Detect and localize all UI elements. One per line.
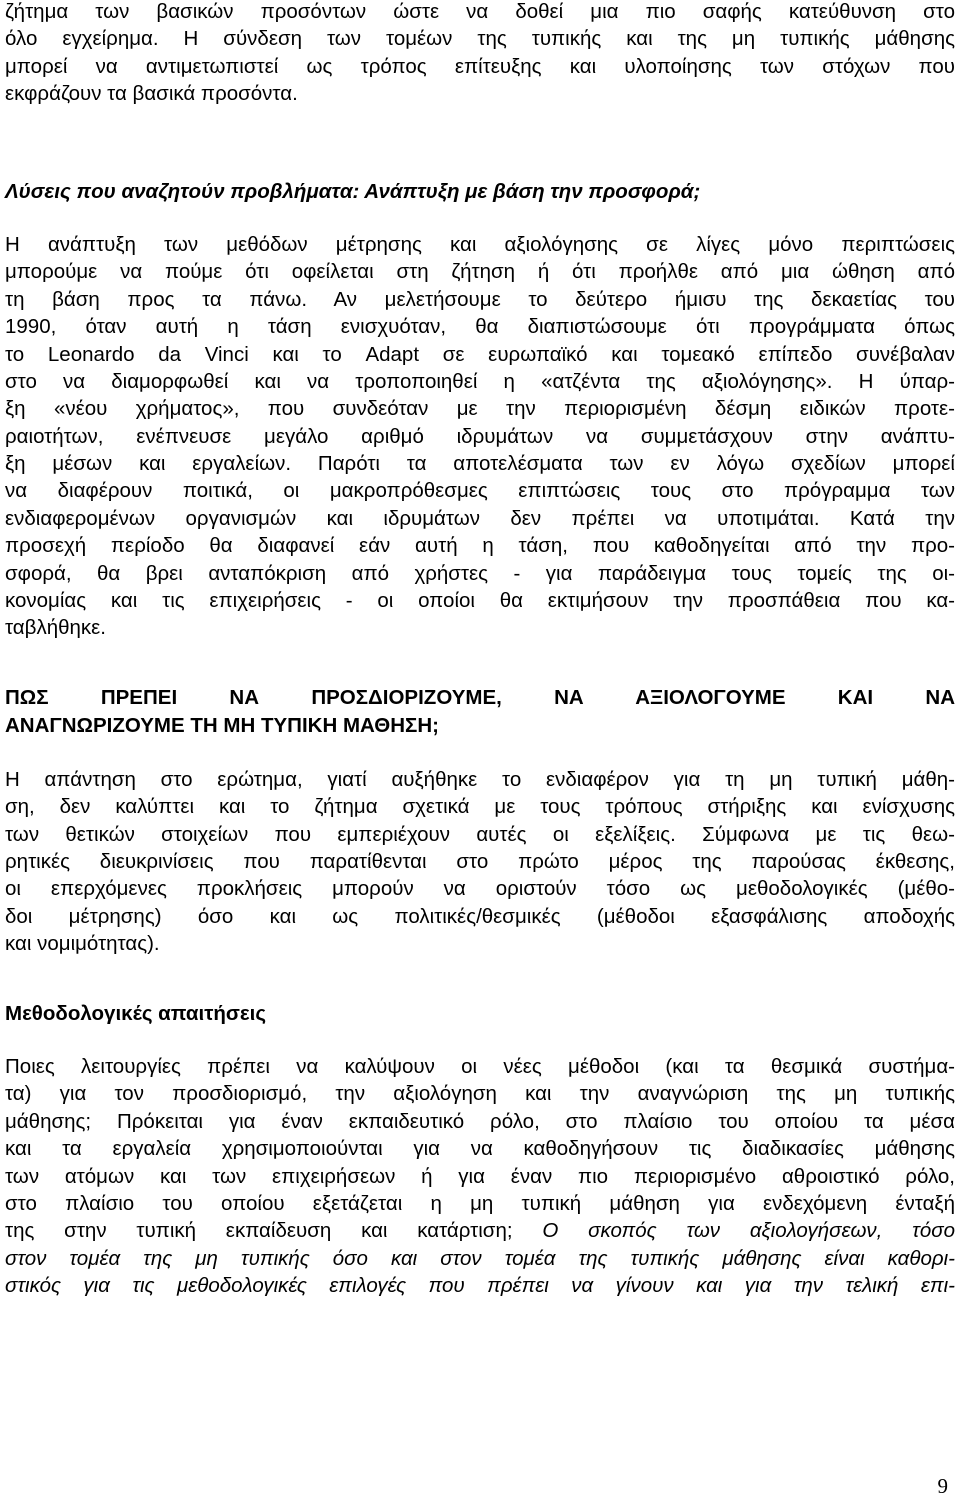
italic-text-run: Ο σκοπός των αξιολογήσεων, τόσο [542,1219,955,1243]
text-line: προσεχή περίοδο θα διαφανεί εάν αυτή η τάση, που καθοδηγείται από την προ- [5,534,955,558]
text-line: εκφράζουν τα βασικά προσόντα. [5,82,298,106]
section2-paragraph [5,766,955,958]
section3-paragraph [5,1053,955,1300]
text-line: ζήτημα των βασικών προσόντων ώστε να δοθεί μια πιο σαφής κατεύθυνση στο [5,0,955,23]
section1-paragraph [5,231,955,642]
text-line: Ποιες λειτουργίες πρέπει να καλύψουν οι νέες μέθοδοι (και τα θεσμικά συστήμα- [5,1054,955,1078]
section-heading-supply-driven: Λύσεις που αναζητούν προβλήματα: Ανάπτυξη με βάση την προσφορά; [5,179,701,203]
text-line [5,1217,955,1244]
text-line: ξη μέσων και εργαλείων. Παρότι τα αποτελέσματα των εν λόγω σχεδίων μπορεί [5,452,955,476]
text-line: όλο εγχείρημα. Η σύνδεση των τομέων της τυπικής και της μη τυπικής μάθησης [5,27,955,51]
text-line: τα) για τον προσδιορισμό, την αξιολόγηση και την αναγνώριση της μη τυπικής [5,1082,955,1106]
section-heading-methodological: Μεθοδολογικές απαιτήσεις [5,1001,266,1025]
text-line: τη βάση προς τα πάνω. Αν μελετήσουμε το δεύτερο ήμισυ της δεκαετίας του [5,287,955,311]
text-line: των θετικών στοιχείων που εμπεριέχουν αυτές οι εξελίξεις. Σύμφωνα με τις θεω- [5,822,955,846]
text-line: το Leonardo da Vinci και το Adapt σε ευρωπαϊκό και τομεακό επίπεδο συνέβαλαν [5,342,955,366]
text-line: μάθησης; Πρόκειται για έναν εκπαιδευτικό ρόλο, στο πλαίσιο του οποίου τα μέσα [5,1109,955,1133]
text-line: ση, δεν καλύπτει και το ζήτημα σχετικά με τους τρόπους στήριξης και ενίσχυσης [5,795,955,819]
text-line: κονομίας και τις επιχειρήσεις - οι οποίοι θα εκτιμήσουν την προσπάθεια που κα- [5,589,955,613]
text-line: και τα εργαλεία χρησιμοποιούνται για να καθοδηγήσουν τις διαδικασίες μάθησης [5,1137,955,1161]
text-run: της στην τυπική εκπαίδευση και κατάρτιση; [5,1219,543,1243]
text-line: Η απάντηση στο ερώτημα, γιατί αυξήθηκε το ενδιαφέρον για τη μη τυπική μάθη- [5,767,955,791]
text-line: οι επερχόμενες προκλήσεις μπορούν να οριστούν τόσο ως μεθοδολογικές (μέθο- [5,877,955,901]
page-number: 9 [937,1474,948,1498]
intro-paragraph [5,0,955,108]
text-line: των ατόμων και των επιχειρήσεων ή για έναν πιο περιορισμένο αθροιστικό ρόλο, [5,1164,955,1188]
text-line: να διαφέρουν ποιτικά, οι μακροπρόθεσμες επιπτώσεις τους στο πρόγραμμα των [5,479,955,503]
text-line: μπορούμε να πούμε ότι οφείλεται στη ζήτηση ή ότι προήλθε από μια ώθηση από [5,260,955,284]
text-line: ραιοτήτων, ενέπνευσε μεγάλο αριθμό ιδρυμάτων να συμμετάσχουν στην ανάπτυ- [5,424,955,448]
section-heading-caps-line2: ΑΝΑΓΝΩΡΙΖΟΥΜΕ ΤΗ ΜΗ ΤΥΠΙΚΗ ΜΑΘΗΣΗ; [5,713,439,737]
text-line: ξη «νέου χρήματος», που συνδεόταν με την περιορισμένη δέσμη ειδικών προτε- [5,397,955,421]
section-heading-caps-line1: ΠΩΣ ΠΡΕΠΕΙ ΝΑ ΠΡΟΣΔΙΟΡΙΖΟΥΜΕ, ΝΑ ΑΞΙΟΛΟΓΟΥΜΕ ΚΑΙ ΝΑ [5,685,955,709]
text-line: και νομιμότητας). [5,932,160,956]
text-line: ενδιαφερομένων οργανισμών και ιδρυμάτων δεν πρέπει να υποτιμάται. Κατά την [5,506,955,530]
text-line: στο πλαίσιο του οποίου εξετάζεται η μη τυπική μάθηση για ενδεχόμενη ένταξή [5,1191,955,1215]
document-page [5,0,955,1299]
text-line: Η ανάπτυξη των μεθόδων μέτρησης και αξιολόγησης σε λίγες μόνο περιπτώσεις [5,232,955,256]
text-line: 1990, όταν αυτή η τάση ενισχυόταν, θα διαπιστώσουμε ότι προγράμματα όπως [5,315,955,339]
text-line: ρητικές διευκρινίσεις που παρατίθενται στο πρώτο μέρος της παρούσας έκθεσης, [5,850,955,873]
text-line: μπορεί να αντιμετωπιστεί ως τρόπος επίτευξης και υλοποίησης των στόχων που [5,54,955,78]
text-line: ταβλήθηκε. [5,616,106,640]
text-line: σφορά, θα βρει ανταπόκριση από χρήστες - για παράδειγμα τους τομείς της οι- [5,561,955,585]
italic-text-line: στον τομέα της μη τυπικής όσο και στον τομέα της τυπικής μάθησης είναι καθορι- [5,1246,955,1270]
text-line: στο να διαμορφωθεί και να τροποποιηθεί η «ατζέντα της αξιολόγησης». Η ύπαρ- [5,369,955,393]
italic-text-line: στικός για τις μεθοδολογικές επιλογές που πρέπει να γίνουν και για την τελική επι- [5,1274,955,1298]
text-line: δοι μέτρησης) όσο και ως πολιτικές/θεσμικές (μέθοδοι εξασφάλισης αποδοχής [5,904,955,928]
